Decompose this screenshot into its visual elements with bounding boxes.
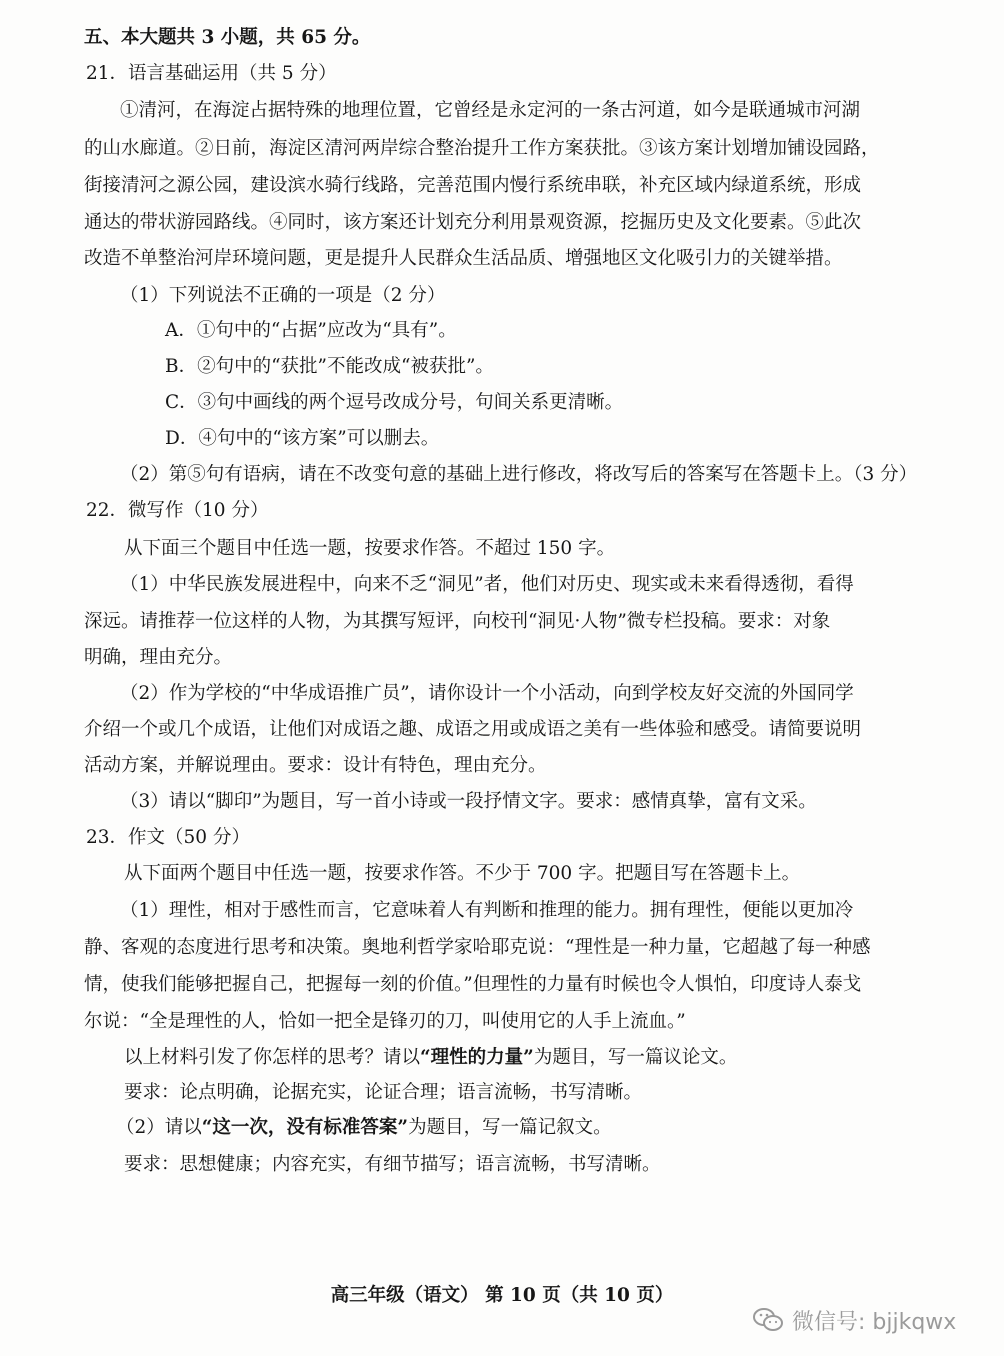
q22-p2-line-2: 介绍一个或几个成语，让他们对成语之趣、成语之用或成语之美有一些体验和感受。请简要说明 <box>84 719 862 740</box>
q23-p1-prompt-post: 为题目，写一篇议论文。 <box>533 1047 738 1068</box>
q23-p1-line-4: 尔说：“全是理性的人，恰如一把全是锋刃的刀，叫使用它的人手上流血。” <box>84 1011 686 1032</box>
q21-passage-line-1: ①清河，在海淀占据特殊的地理位置，它曾经是永定河的一条古河道，如今是联通城市河湖 <box>120 100 861 121</box>
q21-passage-line-4: 通达的带状游园路线。④同时，该方案还计划充分利用景观资源，挖掘历史及文化要素。⑤此次 <box>84 212 862 233</box>
q21-option-c: C．③句中画线的两个逗号改成分号，句间关系更清晰。 <box>165 392 624 413</box>
q23-p1-prompt-title: “理性的力量” <box>420 1047 534 1068</box>
q23-intro: 从下面两个题目中任选一题，按要求作答。不少于 700 字。把题目写在答题卡上。 <box>124 863 801 884</box>
q21-sub1: （1）下列说法不正确的一项是（2 分） <box>120 285 446 306</box>
q22-intro: 从下面三个题目中任选一题，按要求作答。不超过 150 字。 <box>124 538 616 559</box>
q23-p1-line-3: 情，使我们能够把握自己，把握每一刻的价值。”但理性的力量有时候也令人惧怕，印度诗人泰戈 <box>84 974 862 995</box>
q22-p1-line-2: 深远。请推荐一位这样的人物，为其撰写短评，向校刊“洞见·人物”微专栏投稿。要求：对象 <box>84 611 831 632</box>
q22-p3: （3）请以“脚印”为题目，写一首小诗或一段抒情文字。要求：感情真挚，富有文采。 <box>120 791 817 812</box>
q22-p2-line-3: 活动方案，并解说理由。要求：设计有特色，理由充分。 <box>84 755 547 776</box>
q21-passage-line-5: 改造不单整治河岸环境问题，更是提升人民群众生活品质、增强地区文化吸引力的关键举措。 <box>84 248 843 269</box>
q23-p2-prompt-title: “这一次，没有标准答案” <box>201 1117 409 1138</box>
q22-p2-line-1: （2）作为学校的“中华成语推广员”，请你设计一个小活动，向到学校友好交流的外国同学 <box>120 683 854 704</box>
q21-sub2: （2）第⑤句有语病，请在不改变句意的基础上进行修改，将改写后的答案写在答题卡上。（3 分） <box>120 464 918 485</box>
q21-passage-line-2: 的山水廊道。②日前，海淀区清河两岸综合整治提升工作方案获批。③该方案计划增加铺设园路， <box>84 138 880 159</box>
watermark-text: 微信号: bjjkqwx <box>792 1309 957 1335</box>
section-header: 五、本大题共 3 小题，共 65 分。 <box>84 27 371 48</box>
q23-p1-line-2: 静、客观的态度进行思考和决策。奥地利哲学家哈耶克说：“理性是一种力量，它超越了每一种感 <box>84 937 871 958</box>
page-footer: 高三年级（语文） 第 10 页（共 10 页） <box>330 1285 674 1306</box>
q23-title: 23．作文（50 分） <box>86 827 250 848</box>
q21-option-b: B．②句中的“获批”不能改成“被获批”。 <box>165 356 494 377</box>
wechat-icon <box>752 1306 784 1334</box>
q23-p1-prompt <box>124 1045 980 1071</box>
watermark <box>752 1303 956 1337</box>
q23-p1-requirement: 要求：论点明确，论据充实，论证合理；语言流畅，书写清晰。 <box>124 1082 643 1103</box>
q23-p1-prompt-pre: 以上材料引发了你怎样的思考？请以 <box>124 1047 421 1068</box>
q22-p1-line-3: 明确，理由充分。 <box>84 647 233 668</box>
q23-p2-prompt-post: 为题目，写一篇记叙文。 <box>408 1117 612 1138</box>
q21-option-d: D．④句中的“该方案”可以删去。 <box>165 428 440 449</box>
q21-option-a: A．①句中的“占据”应改为“具有”。 <box>165 320 457 341</box>
q23-p2-requirement: 要求：思想健康；内容充实，有细节描写；语言流畅，书写清晰。 <box>124 1154 661 1175</box>
q23-p2-prompt <box>116 1115 980 1141</box>
q22-p1-line-1: （1）中华民族发展进程中，向来不乏“洞见”者，他们对历史、现实或未来看得透彻，看得 <box>120 574 854 595</box>
q22-title: 22．微写作（10 分） <box>86 500 269 521</box>
q23-p2-prompt-pre: （2）请以 <box>116 1117 202 1138</box>
q21-title: 21．语言基础运用（共 5 分） <box>86 63 337 84</box>
q21-passage-line-3: 街接清河之源公园，建设滨水骑行线路，完善范围内慢行系统串联，补充区域内绿道系统，形成 <box>84 175 862 196</box>
q23-p1-line-1: （1）理性，相对于感性而言，它意味着人有判断和推理的能力。拥有理性，便能以更加冷 <box>120 900 854 921</box>
